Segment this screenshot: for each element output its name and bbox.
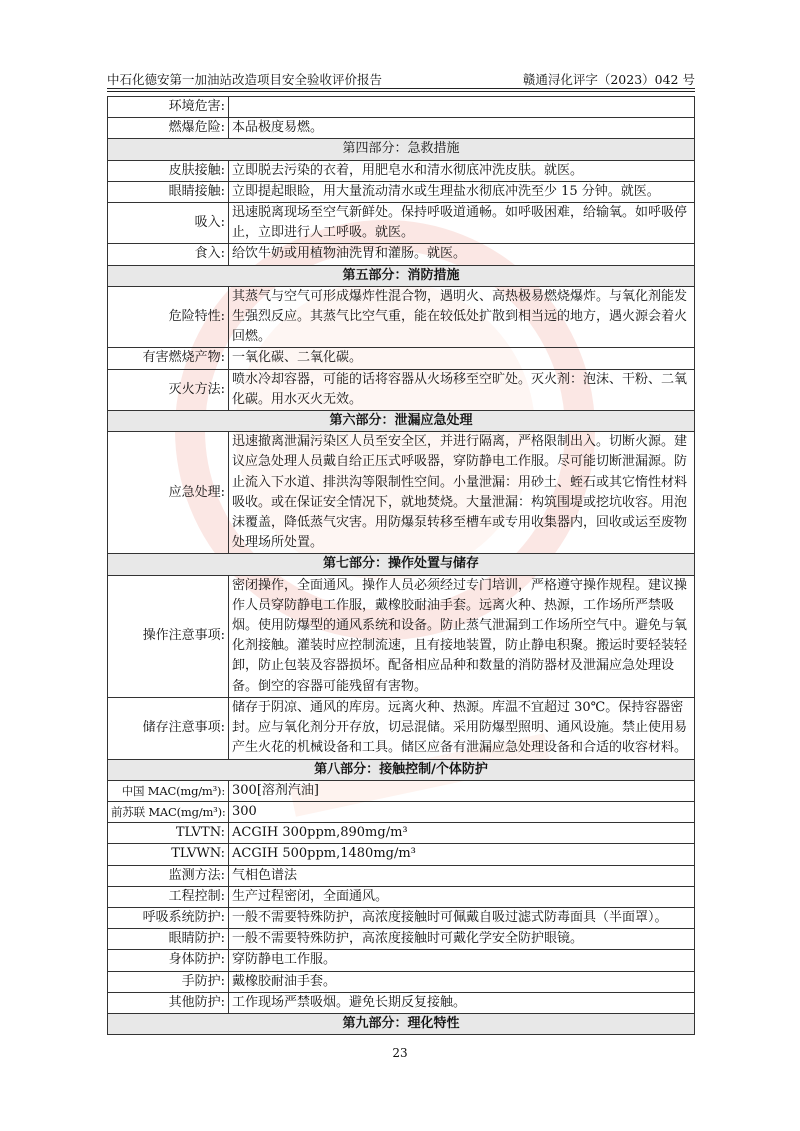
row-value: 本品极度易燃。 xyxy=(229,118,695,139)
section-title: 第四部分：急救措施 xyxy=(108,139,695,160)
row-value: 穿防静电工作服。 xyxy=(229,950,695,971)
row-value: 一氧化碳、二氧化碳。 xyxy=(229,348,695,369)
section-header-row xyxy=(108,554,695,575)
table-row xyxy=(108,181,695,202)
section-title: 第九部分：理化特性 xyxy=(108,1013,695,1034)
row-label: 工程控制: xyxy=(108,886,229,907)
page-number: 23 xyxy=(392,1046,408,1060)
row-value: 气相色谱法 xyxy=(229,865,695,886)
row-label: 皮肤接触: xyxy=(108,160,229,181)
row-value: 给饮牛奶或用植物油洗胃和灌肠。就医。 xyxy=(229,244,695,265)
row-label: 储存注意事项: xyxy=(108,697,229,759)
table-row xyxy=(108,432,695,554)
row-label: 手防护: xyxy=(108,971,229,992)
row-label: 眼睛防护: xyxy=(108,929,229,950)
section-header-row xyxy=(108,1013,695,1034)
table-row xyxy=(108,823,695,844)
row-value: 迅速撤离泄漏污染区人员至安全区，并进行隔离，严格限制出入。切断火源。建议应急处理人员戴自给正压式呼吸器，穿防静电工作服。尽可能切断泄漏源。防止流入下水道、排洪沟等限制性空间。小量泄漏：用砂土、蛭石或其它惰性材料吸收。或在保证安全情况下，就地焚烧。大量泄漏：构筑围堤或挖坑收容。用泡沫覆盖，降低蒸气灾害。用防爆泵转移至槽车或专用收集器内，回收或运至废物处理场所处置。 xyxy=(229,432,695,554)
table-row xyxy=(108,697,695,759)
row-value: 工作现场严禁吸烟。避免长期反复接触。 xyxy=(229,992,695,1013)
section-title: 第七部分：操作处置与储存 xyxy=(108,554,695,575)
row-value: 生产过程密闭，全面通风。 xyxy=(229,886,695,907)
table-row xyxy=(108,244,695,265)
row-label: TLVTN: xyxy=(108,823,229,844)
row-label: 灭火方法: xyxy=(108,369,229,410)
row-value: 一般不需要特殊防护，高浓度接触时可戴化学安全防护眼镜。 xyxy=(229,929,695,950)
table-row xyxy=(108,801,695,822)
row-value: 密闭操作，全面通风。操作人员必须经过专门培训，严格遵守操作规程。建议操作人员穿防静电工作服，戴橡胶耐油手套。远离火种、热源，工作场所严禁吸烟。使用防爆型的通风系统和设备。防止蒸气泄漏到工作场所空气中。避免与氧化剂接触。灌装时应控制流速，且有接地装置，防止静电积聚。搬运时要轻装轻卸，防止包装及容器损坏。配备相应品种和数量的消防器材及泄漏应急处理设备。倒空的容器可能残留有害物。 xyxy=(229,575,695,697)
msds-table xyxy=(107,96,695,1035)
row-label: 有害燃烧产物: xyxy=(108,348,229,369)
table-row xyxy=(108,286,695,348)
table-row xyxy=(108,950,695,971)
table-row xyxy=(108,97,695,118)
section-header-row xyxy=(108,139,695,160)
table-row xyxy=(108,844,695,865)
table-row xyxy=(108,118,695,139)
row-value: 喷水冷却容器，可能的话将容器从火场移至空旷处。灭火剂：泡沫、干粉、二氧化碳。用水灭火无效。 xyxy=(229,369,695,410)
table-row xyxy=(108,369,695,410)
page-header xyxy=(107,70,695,89)
row-value xyxy=(229,97,695,118)
row-label: 监测方法: xyxy=(108,865,229,886)
row-value: ACGIH 300ppm,890mg/m³ xyxy=(229,823,695,844)
row-label: 燃爆危险: xyxy=(108,118,229,139)
header-report-title: 中石化德安第一加油站改造项目安全验收评价报告 xyxy=(107,72,383,87)
row-label: 吸入: xyxy=(108,203,229,244)
table-row xyxy=(108,203,695,244)
row-label: 前苏联 MAC(mg/m³): xyxy=(108,801,229,822)
table-row xyxy=(108,575,695,697)
row-label: 食入: xyxy=(108,244,229,265)
row-value: 戴橡胶耐油手套。 xyxy=(229,971,695,992)
row-label: TLVWN: xyxy=(108,844,229,865)
section-title: 第五部分：消防措施 xyxy=(108,265,695,286)
row-value: ACGIH 500ppm,1480mg/m³ xyxy=(229,844,695,865)
section-title: 第八部分：接触控制/个体防护 xyxy=(108,759,695,780)
row-value: 一般不需要特殊防护，高浓度接触时可佩戴自吸过滤式防毒面具（半面罩）。 xyxy=(229,907,695,928)
section-title: 第六部分：泄漏应急处理 xyxy=(108,411,695,432)
row-label: 操作注意事项: xyxy=(108,575,229,697)
table-row xyxy=(108,865,695,886)
section-header-row xyxy=(108,265,695,286)
table-row xyxy=(108,886,695,907)
table-row xyxy=(108,160,695,181)
row-label: 身体防护: xyxy=(108,950,229,971)
row-label: 眼睛接触: xyxy=(108,181,229,202)
row-label: 环境危害: xyxy=(108,97,229,118)
section-header-row xyxy=(108,411,695,432)
row-value: 迅速脱离现场至空气新鲜处。保持呼吸道通畅。如呼吸困难，给输氧。如呼吸停止，立即进行人工呼吸。就医。 xyxy=(229,203,695,244)
row-label: 中国 MAC(mg/m³): xyxy=(108,780,229,801)
header-rule xyxy=(107,91,695,92)
table-row xyxy=(108,992,695,1013)
row-value: 其蒸气与空气可形成爆炸性混合物，遇明火、高热极易燃烧爆炸。与氧化剂能发生强烈反应。其蒸气比空气重，能在较低处扩散到相当远的地方，遇火源会着火回燃。 xyxy=(229,286,695,348)
row-label: 其他防护: xyxy=(108,992,229,1013)
table-row xyxy=(108,929,695,950)
header-report-number: 赣通浔化评字（2023）042 号 xyxy=(522,72,695,87)
table-row xyxy=(108,971,695,992)
row-value: 立即提起眼睑，用大量流动清水或生理盐水彻底冲洗至少 15 分钟。就医。 xyxy=(229,181,695,202)
table-row xyxy=(108,780,695,801)
row-value: 300 xyxy=(229,801,695,822)
row-label: 呼吸系统防护: xyxy=(108,907,229,928)
row-value: 300[溶剂汽油] xyxy=(229,780,695,801)
section-header-row xyxy=(108,759,695,780)
row-value: 立即脱去污染的衣着，用肥皂水和清水彻底冲洗皮肤。就医。 xyxy=(229,160,695,181)
table-row xyxy=(108,907,695,928)
row-value: 储存于阴凉、通风的库房。远离火种、热源。库温不宜超过 30℃。保持容器密封。应与氧化剂分开存放，切忌混储。采用防爆型照明、通风设施。禁止使用易产生火花的机械设备和工具。储区应备有泄漏应急处理设备和合适的收容材料。 xyxy=(229,697,695,759)
row-label: 应急处理: xyxy=(108,432,229,554)
row-label: 危险特性: xyxy=(108,286,229,348)
table-row xyxy=(108,348,695,369)
